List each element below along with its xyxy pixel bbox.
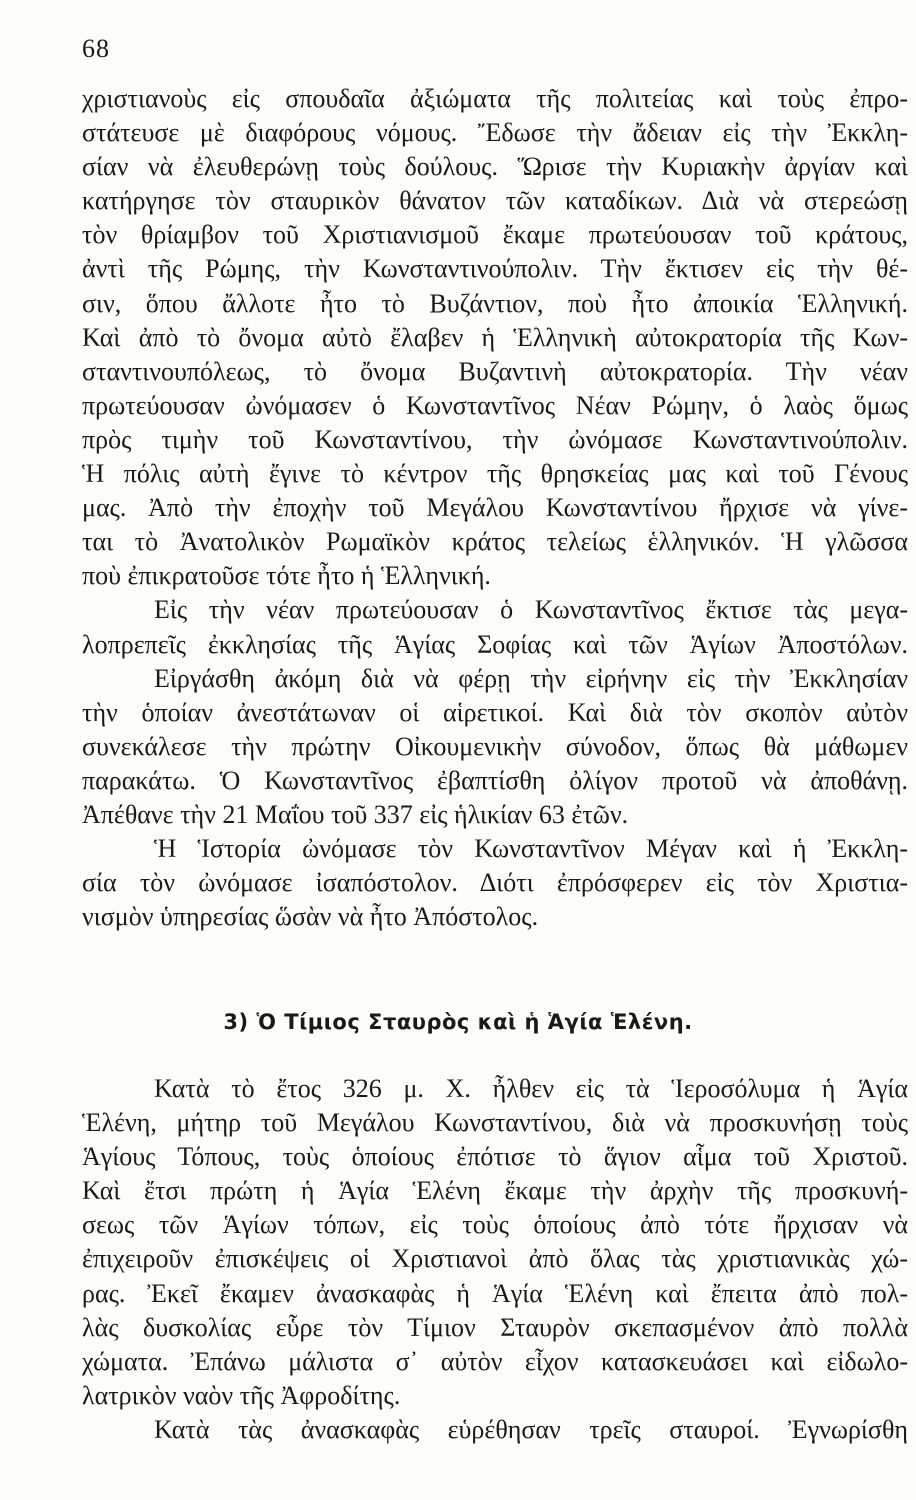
text-line: ἐπιχειροῦν ἐπισκέψεις οἱ Χριστιανοὶ ἀπὸ ὅλας τὰς χριστιανικὰς χώ- — [82, 1244, 908, 1274]
text-line: Ἁγίους Τόπους, τοὺς ὁποίους ἐπότισε τὸ ἅγιον αἷμα τοῦ Χριστοῦ. — [82, 1142, 908, 1172]
text-line: σταντινουπόλεως, τὸ ὄνομα Βυζαντινὴ αὐτοκρατορία. Τὴν νέαν — [82, 356, 908, 386]
text-line: λοπρεπεῖς ἐκκλησίας τῆς Ἁγίας Σοφίας καὶ τῶν Ἁγίων Ἀποστόλων. — [82, 629, 908, 659]
text-line: Εἰς τὴν νέαν πρωτεύουσαν ὁ Κωνσταντῖνος ἔκτισε τὰς μεγα- — [154, 595, 908, 625]
text-line: σεως τῶν Ἁγίων τόπων, εἰς τοὺς ὁποίους ἀπὸ τότε ἤρχισαν νὰ — [82, 1210, 908, 1240]
text-line: σιν, ὅπου ἄλλοτε ἦτο τὸ Βυζάντιον, ποὺ ἦτο ἀποικία Ἑλληνική. — [82, 288, 908, 318]
text-line: συνεκάλεσε τὴν πρώτην Οἰκουμενικὴν σύνοδον, ὅπως θὰ μάθωμεν — [82, 731, 908, 761]
text-line: νισμὸν ὑπηρεσίας ὥσὰν νὰ ἦτο Ἀπόστολος. — [82, 902, 539, 932]
text-line: χώματα. Ἐπάνω μάλιστα σ᾿ αὐτὸν εἶχον κατασκευάσει καὶ εἰδωλο- — [82, 1346, 908, 1376]
text-line: ται τὸ Ἀνατολικὸν Ρωμαϊκὸν κράτος τελείως ἑλληνικόν. Ἡ γλῶσσα — [82, 527, 908, 557]
text-line: ποὺ ἐπικρατοῦσε τότε ἦτο ἡ Ἑλληνική. — [82, 561, 491, 591]
text-line: ἀντὶ τῆς Ρώμης, τὴν Κωνσταντινούπολιν. Τὴν ἔκτισεν εἰς τὴν θέ- — [82, 254, 908, 284]
text-line: Καὶ ἀπὸ τὸ ὄνομα αὐτὸ ἔλαβεν ἡ Ἑλληνικὴ αὐτοκρατορία τῆς Κων- — [82, 322, 908, 352]
text-line: Ἑλένη, μήτηρ τοῦ Μεγάλου Κωνσταντίνου, διὰ νὰ προσκυνήσῃ τοὺς — [82, 1108, 908, 1138]
body-text-section-2 — [82, 1072, 908, 1447]
text-line: ρας. Ἐκεῖ ἔκαμεν ἀνασκαφὰς ἡ Ἁγία Ἑλένη καὶ ἔπειτα ἀπὸ πολ- — [82, 1278, 908, 1308]
text-line: Καὶ ἔτσι πρώτη ἡ Ἁγία Ἑλένη ἔκαμε τὴν ἀρχὴν τῆς προσκυνή- — [82, 1176, 908, 1206]
text-line: τὸν θρίαμβον τοῦ Χριστιανισμοῦ ἔκαμε πρωτεύουσαν τοῦ κράτους, — [82, 220, 908, 250]
text-line: στάτευσε μὲ διαφόρους νόμους. Ἔδωσε τὴν ἄδειαν εἰς τὴν Ἐκκλη- — [82, 118, 908, 148]
text-line: Ἡ Ἱστορία ὠνόμασε τὸν Κωνσταντῖνον Μέγαν καὶ ἡ Ἐκκλη- — [154, 834, 908, 864]
text-line: Κατὰ τὰς ἀνασκαφὰς εὑρέθησαν τρεῖς σταυροί. Ἐγνωρίσθη — [154, 1414, 908, 1444]
text-line: Ἀπέθανε τὴν 21 Μαΐου τοῦ 337 εἰς ἡλικίαν 63 ἐτῶν. — [82, 799, 629, 829]
text-line: Εἰργάσθη ἀκόμη διὰ νὰ φέρῃ τὴν εἰρήνην εἰς τὴν Ἐκκλησίαν — [154, 663, 908, 693]
page-number: 68 — [82, 34, 110, 63]
text-line: παρακάτω. Ὁ Κωνσταντῖνος ἐβαπτίσθη ὀλίγον προτοῦ νὰ ἀποθάνῃ. — [82, 765, 908, 795]
text-line: λατρικὸν ναὸν τῆς Ἀφροδίτης. — [82, 1380, 401, 1410]
text-line: κατήργησε τὸν σταυρικὸν θάνατον τῶν καταδίκων. Διὰ νὰ στερεώσῃ — [82, 186, 908, 216]
text-line: σία τὸν ὠνόμασε ἰσαπόστολον. Διότι ἐπρόσφερεν εἰς τὸν Χριστια- — [82, 868, 908, 898]
section-heading: 3) Ὁ Τίμιος Σταυρὸς καὶ ἡ Ἁγία Ἑλένη. — [223, 1010, 693, 1034]
text-line: τὴν ὁποίαν ἀνεστάτωναν οἱ αἱρετικοί. Καὶ διὰ τὸν σκοπὸν αὐτὸν — [82, 697, 908, 727]
text-line: πρὸς τιμὴν τοῦ Κωνσταντίνου, τὴν ὠνόμασε Κωνσταντινούπολιν. — [82, 424, 908, 454]
text-line: λὰς δυσκολίας εὗρε τὸν Τίμιον Σταυρὸν σκεπασμένον ἀπὸ πολλὰ — [82, 1312, 908, 1342]
text-line: Κατὰ τὸ ἔτος 326 μ. Χ. ἦλθεν εἰς τὰ Ἱεροσόλυμα ἡ Ἁγία — [154, 1074, 908, 1103]
text-line: μας. Ἀπὸ τὴν ἐποχὴν τοῦ Μεγάλου Κωνσταντίνου ἤρχισε νὰ γίνε- — [82, 493, 908, 523]
text-line: σίαν νὰ ἐλευθερώνῃ τοὺς δούλους. Ὥρισε τὴν Κυριακὴν ἀργίαν καὶ — [82, 152, 908, 182]
text-line: Ἡ πόλις αὐτὴ ἔγινε τὸ κέντρον τῆς θρησκείας μας καὶ τοῦ Γένους — [82, 459, 908, 489]
text-line: χριστιανοὺς εἰς σπουδαῖα ἀξιώματα τῆς πολιτείας καὶ τοὺς ἐπρο- — [82, 84, 908, 113]
text-line: πρωτεύουσαν ὠνόμασεν ὁ Κωνσταντῖνος Νέαν Ρώμην, ὁ λαὸς ὅμως — [82, 390, 908, 420]
body-text-section-1 — [82, 82, 908, 934]
